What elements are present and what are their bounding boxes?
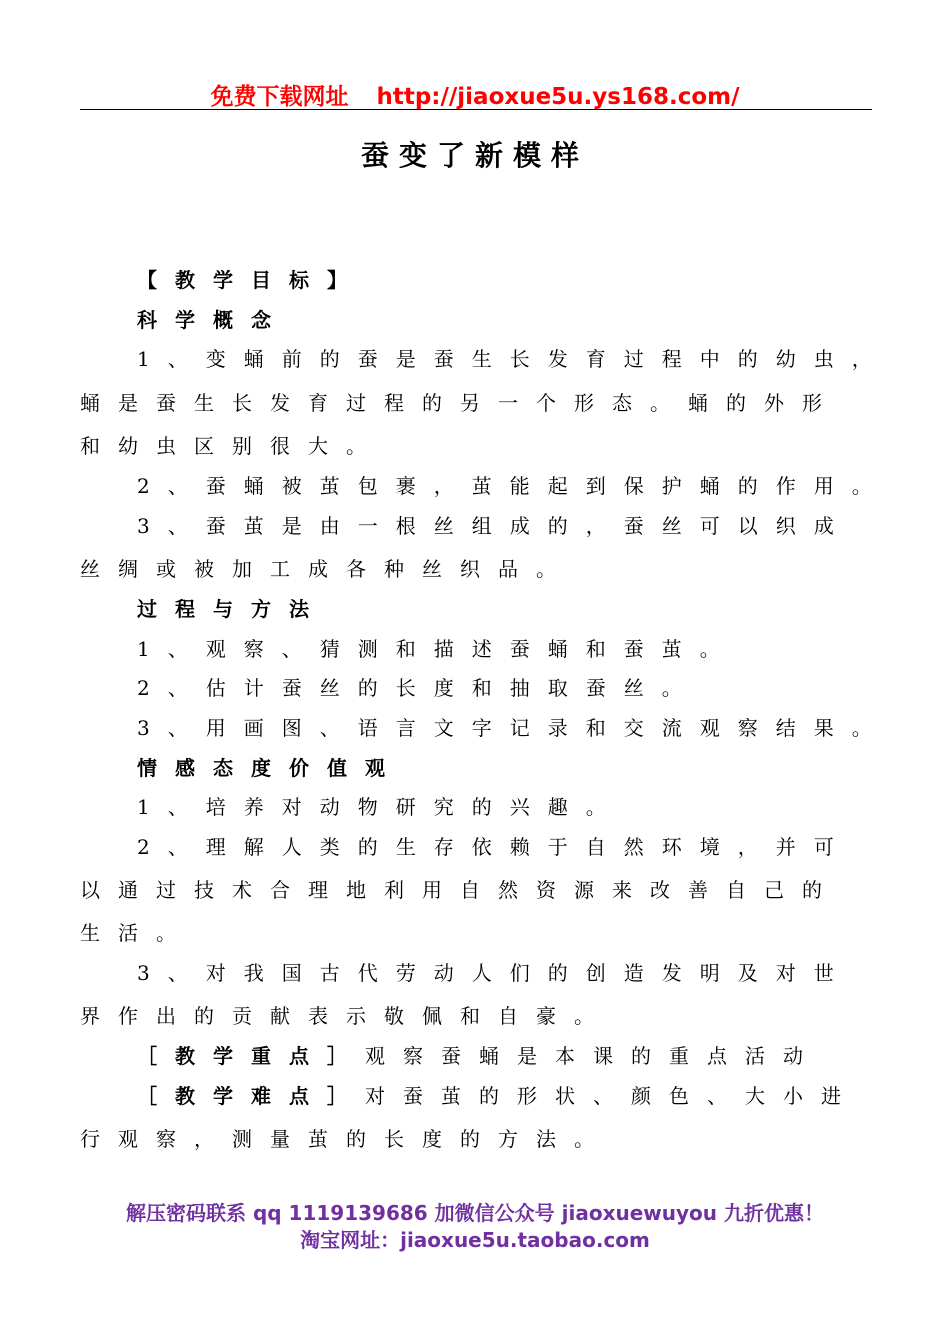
goals-heading: 【教学目标】 [137,268,365,292]
process-heading: 过程与方法 [137,597,327,621]
concept-heading: 科学概念 [137,308,289,332]
download-url-link[interactable]: http://jiaoxue5u.ys168.com/ [376,84,740,110]
concept-item2: 2、蚕蛹被茧包裹，茧能起到保护蛹的作用。 [137,474,890,498]
difficulty-label: ［教学难点］ [137,1084,365,1108]
difficulty [137,1082,859,1110]
attitude-item2-line1: 2、理解人类的生存依赖于自然环境，并可 [137,835,852,859]
page-title: 蚕变了新模样 [360,139,589,172]
process-item3: 3、用画图、语言文字记录和交流观察结果。 [137,716,890,740]
concept-item3-line2: 丝绸或被加工成各种丝织品。 [80,557,574,581]
attitude-item2-line3: 生活。 [80,921,194,945]
difficulty-text-line1: 对蚕茧的形状、颜色、大小进 [365,1084,859,1108]
attitude-heading: 情感态度价值观 [137,756,403,780]
attitude-item1: 1、培养对动物研究的兴趣。 [137,795,624,819]
header-divider [80,109,872,110]
download-banner [0,78,950,111]
footer-shop-link[interactable]: 淘宝网址：jiaoxue5u.taobao.com [300,1228,650,1252]
key-point [137,1042,821,1070]
footer-contact-line: 解压密码联系 qq 1119139686 加微信公众号 jiaoxuewuyou 九折优惠！ [126,1201,824,1225]
attitude-item3-line1: 3、对我国古代劳动人们的创造发明及对世 [137,961,852,985]
concept-item1-line1: 1、变蛹前的蚕是蚕生长发育过程中的幼虫， [137,347,890,371]
key-point-label: ［教学重点］ [137,1044,365,1068]
process-item1: 1、观察、猜测和描述蚕蛹和蚕茧。 [137,637,738,661]
difficulty-text-line2: 行观察，测量茧的长度的方法。 [80,1127,612,1151]
attitude-item2-line2: 以通过技术合理地利用自然资源来改善自己的 [80,878,840,902]
process-item2: 2、估计蚕丝的长度和抽取蚕丝。 [137,676,700,700]
attitude-item3-line2: 界作出的贡献表示敬佩和自豪。 [80,1004,612,1028]
download-label: 免费下载网址 [210,84,349,110]
concept-item1-line2: 蛹是蚕生长发育过程的另一个形态。蛹的外形 [80,391,840,415]
concept-item1-line3: 和幼虫区别很大。 [80,434,384,458]
key-point-text: 观察蚕蛹是本课的重点活动 [365,1044,821,1068]
concept-item3-line1: 3、蚕茧是由一根丝组成的，蚕丝可以织成 [137,514,852,538]
